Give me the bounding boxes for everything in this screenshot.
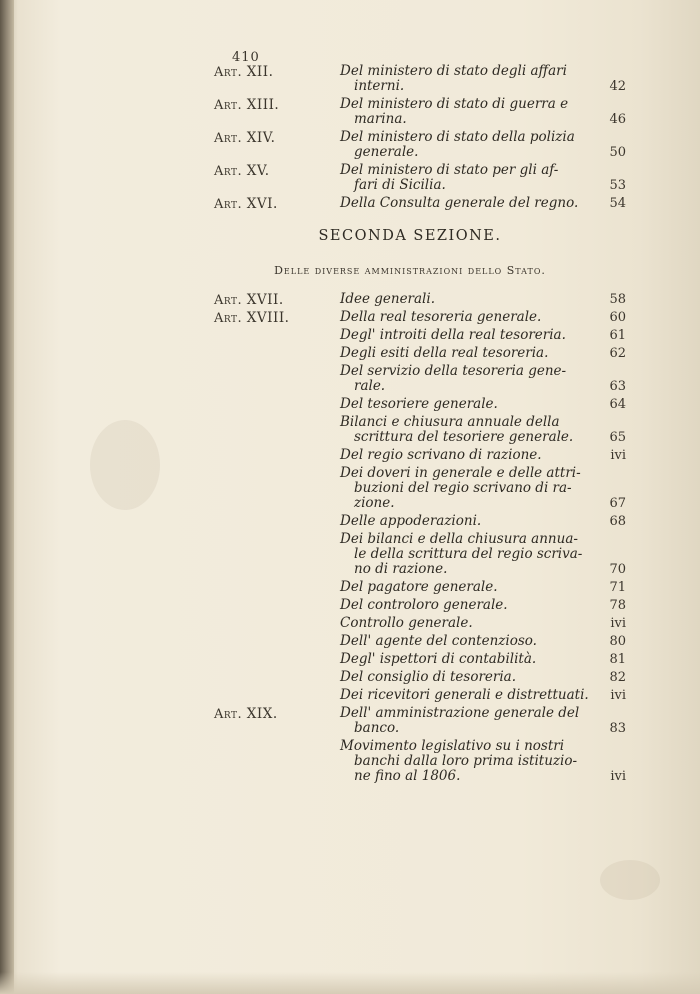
entry-page-number: 62 — [609, 346, 626, 361]
entry-title — [340, 616, 598, 631]
book-spine — [0, 0, 14, 994]
entry-title-line: Del ministero di stato di guerra e — [340, 96, 569, 112]
entry-page-number: 63 — [609, 379, 626, 394]
entry-page-number: 60 — [609, 310, 626, 325]
article-number: XVIII. — [246, 310, 290, 326]
entry-title-line: Dell' agente del contenzioso. — [340, 633, 537, 649]
paper-stain — [600, 860, 660, 900]
entry-title-line: scrittura del tesoriere generale. — [354, 429, 574, 445]
entry-page-number: 70 — [609, 562, 626, 577]
article-word: Art. — [214, 164, 243, 179]
entry-title — [340, 634, 598, 649]
entry-title-line: Del pagatore generale. — [340, 579, 498, 595]
article-word: Art. — [214, 707, 243, 722]
entry-title-line: Idee generali. — [340, 291, 435, 307]
entry-page-number: 61 — [609, 328, 626, 343]
entry-title — [340, 163, 598, 193]
entry-title — [340, 448, 598, 463]
entry-title-line: le della scrittura del regio scriva- — [354, 546, 583, 562]
section-title: SECONDA SEZIONE. — [318, 228, 502, 244]
entry-page-number: 83 — [609, 721, 626, 736]
entry-title — [340, 397, 598, 412]
entry-title-line: Dell' amministrazione generale del — [340, 705, 580, 721]
article-label — [214, 97, 279, 113]
entry-page-number: ivi — [610, 616, 626, 631]
article-label — [214, 292, 284, 308]
entry-title-line: Del regio scrivano di razione. — [340, 447, 542, 463]
entry-title-line: Controllo generale. — [340, 615, 473, 631]
article-word: Art. — [214, 293, 243, 308]
article-word: Art. — [214, 131, 243, 146]
article-label — [214, 130, 275, 146]
paper-stain — [90, 420, 160, 510]
entry-page-number: 54 — [609, 196, 626, 211]
entry-page-number: 81 — [609, 652, 626, 667]
entry-title-line: banco. — [354, 720, 400, 736]
entry-page-number: 53 — [609, 178, 626, 193]
article-word: Art. — [214, 65, 243, 80]
article-word: Art. — [214, 98, 243, 113]
entry-title-line: Dei ricevitori generali e distrettuati. — [340, 687, 589, 703]
entry-title — [340, 130, 598, 160]
article-label — [214, 163, 270, 179]
entry-title — [340, 670, 598, 685]
entry-title — [340, 739, 598, 784]
entry-title-line: Movimento legislativo su i nostri — [340, 738, 565, 754]
entry-title — [340, 97, 598, 127]
entry-title — [340, 706, 598, 736]
entry-page-number: 80 — [609, 634, 626, 649]
entry-page-number: ivi — [610, 448, 626, 463]
entry-title-line: banchi dalla loro prima istituzio- — [354, 753, 578, 769]
entry-title-line: Degl' introiti della real tesoreria. — [340, 327, 566, 343]
entry-title — [340, 688, 598, 703]
entry-page-number: 82 — [609, 670, 626, 685]
entry-page-number: 50 — [609, 145, 626, 160]
entry-title — [340, 415, 598, 445]
entry-title-line: Bilanci e chiusura annuale della — [340, 414, 560, 430]
page-number: 410 — [232, 50, 260, 65]
entry-title — [340, 328, 598, 343]
entry-title — [340, 514, 598, 529]
entry-title-line: Della real tesoreria generale. — [340, 309, 542, 325]
entry-title — [340, 310, 598, 325]
entry-title — [340, 364, 598, 394]
entry-title — [340, 598, 598, 613]
article-number: XV. — [246, 163, 270, 179]
entry-page-number: 71 — [609, 580, 626, 595]
entry-page-number: 67 — [609, 496, 626, 511]
entry-page-number: ivi — [610, 769, 626, 784]
entry-title-line: rale. — [354, 378, 386, 394]
article-number: XVII. — [246, 292, 284, 308]
entry-title-line: Del servizio della tesoreria gene- — [340, 363, 567, 379]
article-number: XIX. — [246, 706, 278, 722]
entry-page-number: 46 — [609, 112, 626, 127]
article-number: XII. — [246, 64, 274, 80]
entry-title — [340, 346, 598, 361]
entry-title-line: Delle appoderazioni. — [340, 513, 482, 529]
article-word: Art. — [214, 197, 243, 212]
entry-title-line: Del ministero di stato degli affari — [340, 63, 567, 79]
entry-page-number: 65 — [609, 430, 626, 445]
entry-title-line: Degli esiti della real tesoreria. — [340, 345, 549, 361]
entry-title-line: generale. — [354, 144, 419, 160]
entry-title — [340, 466, 598, 511]
entry-title — [340, 652, 598, 667]
entry-title-line: Degl' ispettori di contabilità. — [340, 651, 537, 667]
entry-title-line: Del ministero di stato della polizia — [340, 129, 575, 145]
article-number: XIV. — [246, 130, 276, 146]
entry-title-line: Della Consulta generale del regno. — [340, 195, 579, 211]
entry-title-line: interni. — [354, 78, 405, 94]
entry-title — [340, 580, 598, 595]
entry-title — [340, 196, 598, 211]
article-label — [214, 706, 278, 722]
entry-page-number: 68 — [609, 514, 626, 529]
article-label — [214, 310, 289, 326]
entry-page-number: 58 — [609, 292, 626, 307]
article-word: Art. — [214, 311, 243, 326]
entry-title-line: Dei bilanci e della chiusura annua- — [340, 531, 578, 547]
entry-title-line: Dei doveri in generale e delle attri- — [340, 465, 581, 481]
article-label — [214, 196, 278, 212]
entry-title — [340, 64, 598, 94]
entry-title-line: fari di Sicilia. — [354, 177, 446, 193]
entry-title-line: no di razione. — [354, 561, 448, 577]
entry-page-number: 64 — [609, 397, 626, 412]
article-number: XIII. — [246, 97, 280, 113]
entry-page-number: 42 — [609, 79, 626, 94]
article-label — [214, 64, 273, 80]
section-subtitle: Delle diverse amministrazioni dello Stato. — [274, 264, 546, 277]
entry-title-line: Del controloro generale. — [340, 597, 508, 613]
entry-title-line: Del ministero di stato per gli af- — [340, 162, 559, 178]
entry-title-line: zione. — [354, 495, 395, 511]
entry-title-line: marina. — [354, 111, 407, 127]
entry-page-number: 78 — [609, 598, 626, 613]
entry-page-number: ivi — [610, 688, 626, 703]
page-bottom-edge — [0, 972, 700, 994]
entry-title — [340, 292, 598, 307]
article-number: XVI. — [246, 196, 278, 212]
entry-title-line: Del consiglio di tesoreria. — [340, 669, 517, 685]
entry-title — [340, 532, 598, 577]
entry-title-line: buzioni del regio scrivano di ra- — [354, 480, 572, 496]
entry-title-line: Del tesoriere generale. — [340, 396, 498, 412]
entry-title-line: ne fino al 1806. — [354, 768, 461, 784]
